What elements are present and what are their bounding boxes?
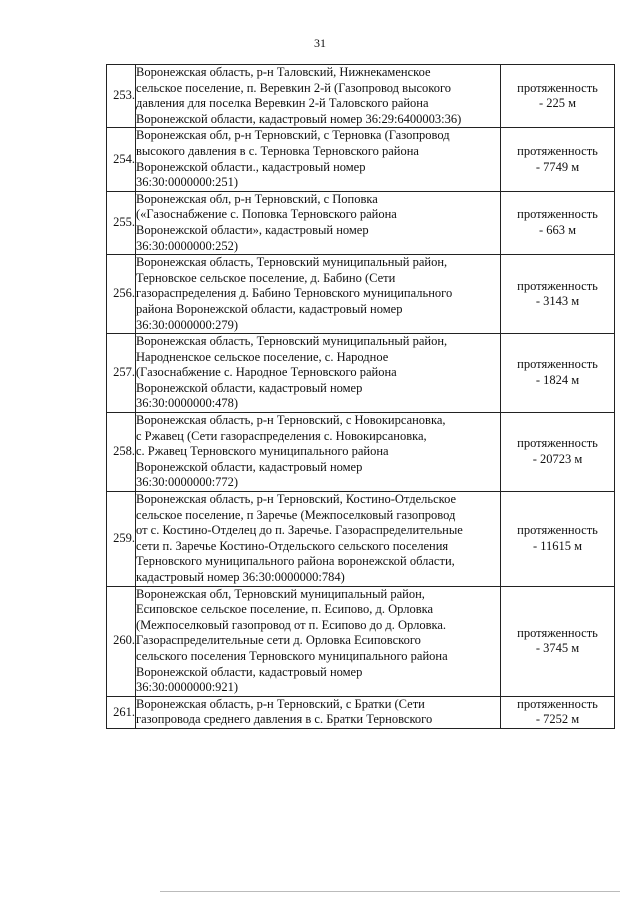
description-line: с. Ржавец Терновского муниципального района [136, 444, 389, 459]
object-length [501, 255, 615, 334]
object-description [136, 191, 501, 254]
object-length [501, 334, 615, 413]
description-line: Воронежской области, кадастровый номер [136, 459, 363, 474]
row-number: 257. [107, 334, 136, 413]
table-row [107, 65, 615, 128]
length-value: - 7749 м [535, 159, 580, 174]
description-line: Воронежская обл, р-н Терновский, с Терновка (Газопровод [136, 128, 450, 143]
object-length [501, 413, 615, 492]
description-line: сельского поселения Терновского муниципального района [136, 648, 448, 663]
description-line: 36:30:0000000:251) [136, 175, 239, 190]
row-number: 253. [107, 65, 136, 128]
description-line: Воронежской области., кадастровый номер [136, 159, 366, 174]
object-length [501, 128, 615, 191]
description-line: Воронежская область, р-н Терновский, Костино-Отдельское [136, 492, 457, 507]
description-line: 36:30:0000000:478) [136, 396, 239, 411]
description-line: высокого давления в с. Терновка Терновского района [136, 143, 419, 158]
description-line: с Ржавец (Сети газораспределения с. Новокирсановка, [136, 428, 427, 443]
description-line: Воронежской области, кадастровый номер [136, 380, 363, 395]
object-description [136, 586, 501, 696]
length-value: - 3745 м [535, 641, 580, 656]
page-number: 31 [314, 36, 326, 50]
object-description [136, 65, 501, 128]
length-label: протяженность [517, 436, 598, 451]
length-label: протяженность [517, 696, 598, 711]
description-line: Воронежская область, р-н Терновский, с Новокирсановка, [136, 413, 446, 428]
description-line: сети п. Заречье Костино-Отдельского сельского поселения [136, 538, 449, 553]
description-line: Воронежская обл, р-н Терновский, с Поповка [136, 191, 378, 206]
description-line: 36:30:0000000:921) [136, 680, 239, 695]
description-line: кадастровый номер 36:30:0000000:784) [136, 570, 345, 584]
description-line: 36:30:0000000:252) [136, 238, 239, 253]
length-value: - 3143 м [535, 294, 580, 309]
length-label: протяженность [517, 278, 598, 293]
description-line: Воронежской области, кадастровый номер 36:29:6400003:36) [136, 111, 462, 126]
length-value: - 663 м [538, 222, 577, 237]
row-number: 256. [107, 255, 136, 334]
description-line: Воронежская область, р-н Таловский, Нижнекаменское [136, 65, 431, 79]
description-line: Есиповское сельское поселение, п. Есипово, д. Орловка [136, 602, 434, 617]
registry-table [106, 64, 615, 729]
object-length [501, 696, 615, 728]
object-description [136, 255, 501, 334]
length-label: протяженность [517, 80, 598, 95]
length-value: - 225 м [538, 96, 577, 111]
description-line: 36:30:0000000:772) [136, 475, 239, 490]
length-label: протяженность [517, 523, 598, 538]
length-value: - 11615 м [532, 538, 583, 553]
description-line: газопровода среднего давления в с. Братки Терновского [136, 712, 433, 727]
table-row [107, 334, 615, 413]
table-row [107, 586, 615, 696]
description-line: Воронежская область, Терновский муниципальный район, [136, 255, 448, 270]
description-line: Воронежская обл, Терновский муниципальный район, [136, 586, 425, 601]
description-line: газораспределения д. Бабино Терновского муниципального [136, 286, 453, 301]
table-row [107, 413, 615, 492]
description-line: (Газоснабжение с. Народное Терновского района [136, 365, 397, 380]
object-description [136, 128, 501, 191]
length-label: протяженность [517, 143, 598, 158]
table-row [107, 191, 615, 254]
object-description [136, 413, 501, 492]
length-value: - 20723 м [532, 452, 583, 467]
table-row [107, 128, 615, 191]
description-line: (Межпоселковый газопровод от п. Есипово до д. Орловка. [136, 617, 447, 632]
row-number: 254. [107, 128, 136, 191]
description-line: Терновского муниципального района воронежской области, [136, 554, 455, 569]
description-line: Воронежская область, р-н Терновский, с Братки (Сети [136, 696, 425, 711]
object-length [501, 586, 615, 696]
description-line: Терновское сельское поселение, д. Бабино (Сети [136, 270, 396, 285]
description-line: района Воронежской области, кадастровый номер [136, 301, 403, 316]
length-label: протяженность [517, 207, 598, 222]
object-length [501, 492, 615, 587]
object-description [136, 696, 501, 728]
scan-edge-line [160, 891, 620, 892]
row-number: 259. [107, 492, 136, 587]
object-length [501, 191, 615, 254]
description-line: от с. Костино-Отделец до п. Заречье. Газораспределительные [136, 523, 463, 538]
description-line: Воронежская область, Терновский муниципальный район, [136, 334, 448, 349]
length-label: протяженность [517, 625, 598, 640]
description-line: Воронежской области», кадастровый номер [136, 222, 369, 237]
description-line: 36:30:0000000:279) [136, 317, 239, 332]
length-value: - 1824 м [535, 373, 580, 388]
object-length [501, 65, 615, 128]
length-label: протяженность [517, 357, 598, 372]
description-line: Народненское сельское поселение, с. Народное [136, 349, 389, 364]
row-number: 255. [107, 191, 136, 254]
description-line: давления для поселка Веревкин 2-й Таловского района [136, 96, 429, 111]
description-line: («Газоснабжение с. Поповка Терновского района [136, 207, 397, 222]
description-line: сельское поселение, п Заречье (Межпоселковый газопровод [136, 507, 456, 522]
table-row [107, 492, 615, 587]
object-description [136, 492, 501, 587]
object-description [136, 334, 501, 413]
description-line: Воронежской области, кадастровый номер [136, 664, 363, 679]
length-value: - 7252 м [535, 712, 580, 727]
row-number: 260. [107, 586, 136, 696]
description-line: сельское поселение, п. Веревкин 2-й (Газопровод высокого [136, 80, 452, 95]
row-number: 258. [107, 413, 136, 492]
table-row [107, 696, 615, 728]
table-row [107, 255, 615, 334]
row-number: 261. [107, 696, 136, 728]
registry-table-body [107, 65, 615, 729]
description-line: Газораспределительные сети д. Орловка Есиповского [136, 633, 421, 648]
